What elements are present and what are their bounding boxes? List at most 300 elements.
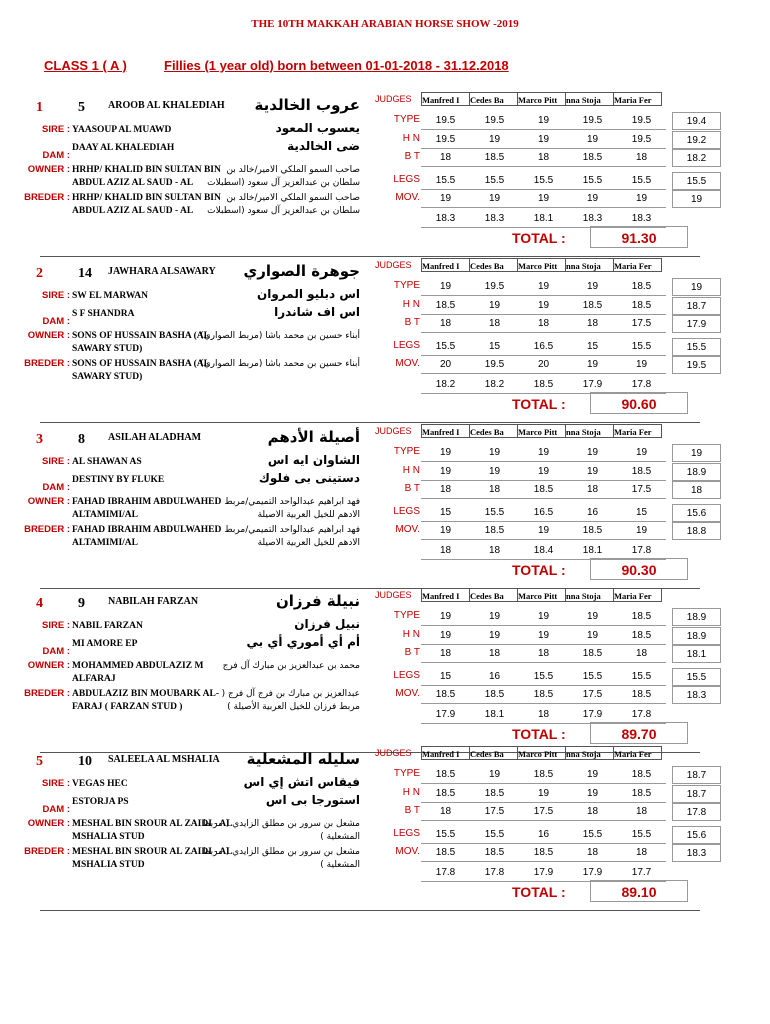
sire-value: AL SHAWAN AS: [72, 457, 142, 467]
score-average: 18.7: [672, 766, 721, 784]
score-cell: 18: [421, 315, 470, 333]
score-cell: 17.5: [617, 481, 666, 499]
dam-label: DAM :: [42, 482, 70, 493]
total-score: 89.10: [590, 880, 688, 902]
dam-value: DAAY AL KHALEDIAH: [72, 143, 175, 153]
score-cell: 19: [568, 608, 617, 626]
score-cell: 18.5: [568, 149, 617, 167]
score-label-mov: MOV.: [395, 192, 420, 203]
score-cell: 15: [617, 504, 666, 522]
score-cell: 16.5: [519, 504, 568, 522]
judge-name: nna Stoja: [565, 258, 614, 272]
score-cell: 15.5: [519, 668, 568, 686]
entry-rank: 1: [36, 100, 43, 115]
sire-label: SIRE :: [42, 778, 70, 789]
score-cell: 18.5: [470, 785, 519, 803]
score-cell: 19: [421, 278, 470, 296]
breeder-value-arabic: أبناء حسين بن محمد باشا (مربط الصواري): [200, 359, 360, 369]
score-cell: 16: [470, 668, 519, 686]
score-average: 19: [672, 278, 721, 296]
score-cell: 15: [421, 668, 470, 686]
score-label-mov: MOV.: [395, 688, 420, 699]
score-cell: 19: [568, 627, 617, 645]
entry-rank: 5: [36, 754, 43, 769]
dam-value-arabic: اس اف شاندرا: [274, 305, 360, 319]
score-cell: 17.8: [421, 864, 470, 882]
score-average: 19: [672, 190, 721, 208]
entry-rank: 4: [36, 596, 43, 611]
score-average: 15.5: [672, 172, 721, 190]
judges-label: JUDGES: [375, 748, 412, 758]
class-label: CLASS 1 ( A ): [44, 58, 127, 73]
score-cell: 19: [568, 190, 617, 208]
sire-value-arabic: اس دبليو المروان: [257, 287, 360, 301]
score-cell: 18.5: [617, 608, 666, 626]
score-cell: 18.5: [470, 522, 519, 540]
score-average: 15.6: [672, 504, 721, 522]
score-cell: 18.2: [421, 376, 470, 394]
score-cell: 18: [421, 542, 470, 560]
score-cell: 18: [470, 542, 519, 560]
score-average: 18.9: [672, 463, 721, 481]
judge-name: Marco Pitt: [517, 92, 566, 106]
score-average: 18: [672, 481, 721, 499]
horse-name: ASILAH ALADHAM: [108, 432, 202, 443]
score-label-type: TYPE: [393, 446, 420, 457]
judge-name: Marco Pitt: [517, 746, 566, 760]
score-cell: 17.9: [568, 376, 617, 394]
score-cell: 15.5: [568, 826, 617, 844]
score-cell: 18: [617, 803, 666, 821]
entry-number: 8: [78, 432, 85, 447]
breeder-value-arabic: صاحب السمو الملكي الامير/خالد بن سلطان بن عبدالعزيز آل سعود (اسطبلات: [207, 193, 360, 216]
score-cell: 18.5: [617, 278, 666, 296]
score-cell: 17.8: [617, 542, 666, 560]
score-cell: 19: [470, 627, 519, 645]
score-cell: 19: [519, 190, 568, 208]
score-label-type: TYPE: [393, 280, 420, 291]
score-cell: 18.5: [519, 481, 568, 499]
score-cell: 18: [568, 481, 617, 499]
score-cell: 17.9: [568, 864, 617, 882]
score-cell: 19: [519, 522, 568, 540]
total-score: 91.30: [590, 226, 688, 248]
dam-label: DAM :: [42, 646, 70, 657]
owner-value: HRHP/ KHALID BIN SULTAN BIN ABDUL AZIZ AL SAUD - AL: [72, 165, 221, 188]
judge-name: Maria Fer: [613, 258, 662, 272]
score-cell: 19: [568, 278, 617, 296]
score-cell: 18: [568, 803, 617, 821]
breeder-value-arabic: عبدالعزيز بن مبارك بن فرج آل فرج ( مربط فرزان للخيل العربية الأصيلة ): [221, 689, 360, 712]
score-cell: 18.3: [470, 210, 519, 228]
breeder-value-arabic: فهد ابراهيم عبدالواحد التميمي/مربط الادهم للخيل العربية الاصيلة: [224, 525, 360, 548]
score-cell: 18.5: [421, 686, 470, 704]
breeder-value: ABDULAZIZ BIN MOUBARK AL-FARAJ ( FARZAN STUD ): [72, 689, 220, 712]
score-cell: 18.5: [617, 297, 666, 315]
score-cell: 19: [470, 444, 519, 462]
horse-name-arabic: جوهرة الصواري: [243, 262, 360, 280]
sire-label: SIRE :: [42, 456, 70, 467]
score-label-type: TYPE: [393, 768, 420, 779]
judges-label: JUDGES: [375, 260, 412, 270]
horse-name: SALEELA AL MSHALIA: [108, 754, 220, 765]
score-label-hn: H N: [402, 299, 420, 310]
score-cell: 18.5: [568, 297, 617, 315]
score-average: 15.6: [672, 826, 721, 844]
judge-name: Cedes Ba: [469, 258, 518, 272]
score-cell: 18: [568, 844, 617, 862]
breeder-label: BREDER :: [24, 358, 70, 369]
score-cell: 17.5: [519, 803, 568, 821]
sire-value: SW EL MARWAN: [72, 291, 149, 301]
score-cell: 19.5: [617, 131, 666, 149]
class-description: Fillies (1 year old) born between 01-01-2018 - 31.12.2018: [164, 58, 509, 73]
score-cell: 18.5: [470, 686, 519, 704]
judge-name: nna Stoja: [565, 588, 614, 602]
score-cell: 15.5: [470, 172, 519, 190]
judge-name: Cedes Ba: [469, 588, 518, 602]
score-cell: 15: [470, 338, 519, 356]
sire-value: NABIL FARZAN: [72, 621, 143, 631]
score-label-hn: H N: [402, 465, 420, 476]
total-score: 90.60: [590, 392, 688, 414]
score-average: 18.7: [672, 785, 721, 803]
score-cell: 19.5: [470, 112, 519, 130]
dam-value: S F SHANDRA: [72, 309, 135, 319]
dam-value-arabic: دستينى بى فلوك: [258, 471, 360, 485]
judges-header: [421, 92, 661, 106]
score-cell: 15: [568, 338, 617, 356]
judge-name: Marco Pitt: [517, 258, 566, 272]
score-cell: 17.5: [617, 315, 666, 333]
entry-number: 9: [78, 596, 85, 611]
score-cell: 19: [421, 608, 470, 626]
score-cell: 17.5: [568, 686, 617, 704]
score-cell: 18.5: [617, 766, 666, 784]
score-cell: 19: [421, 190, 470, 208]
score-cell: 19.5: [421, 131, 470, 149]
score-cell: 19: [421, 444, 470, 462]
score-cell: 19.5: [421, 112, 470, 130]
breeder-value: FAHAD IBRAHIM ABDULWAHED ALTAMIMI/AL: [72, 525, 222, 548]
score-cell: 19: [617, 190, 666, 208]
score-average: 19.5: [672, 356, 721, 374]
dam-value: MI AMORE EP: [72, 639, 138, 649]
score-cell: 19: [421, 522, 470, 540]
score-average: 18.7: [672, 297, 721, 315]
score-label-mov: MOV.: [395, 524, 420, 535]
sire-label: SIRE :: [42, 620, 70, 631]
entry-block: [0, 258, 770, 428]
score-cell: 19.5: [470, 356, 519, 374]
total-label: TOTAL :: [512, 884, 566, 900]
score-cell: 19: [470, 766, 519, 784]
score-label-type: TYPE: [393, 610, 420, 621]
breeder-label: BREDER :: [24, 688, 70, 699]
score-average: 18.9: [672, 608, 721, 626]
score-cell: 19: [519, 463, 568, 481]
score-cell: 18: [519, 645, 568, 663]
score-label-mov: MOV.: [395, 358, 420, 369]
score-cell: 19: [519, 278, 568, 296]
score-label-hn: H N: [402, 787, 420, 798]
breeder-label: BREDER :: [24, 192, 70, 203]
score-cell: 17.8: [617, 376, 666, 394]
score-cell: 18.5: [421, 297, 470, 315]
score-cell: 19: [568, 356, 617, 374]
score-cell: 15.5: [470, 504, 519, 522]
score-cell: 18.5: [568, 522, 617, 540]
score-cell: 17.8: [470, 864, 519, 882]
score-cell: 18.5: [421, 844, 470, 862]
score-cell: 20: [421, 356, 470, 374]
judge-name: Maria Fer: [613, 588, 662, 602]
score-cell: 18.5: [617, 785, 666, 803]
score-cell: 19: [421, 627, 470, 645]
score-cell: 18: [617, 149, 666, 167]
score-label-hn: H N: [402, 629, 420, 640]
score-cell: 19: [470, 190, 519, 208]
score-cell: 18: [470, 315, 519, 333]
score-average: 15.5: [672, 338, 721, 356]
score-cell: 18.5: [470, 149, 519, 167]
owner-value-arabic: مشعل بن سرور بن مطلق الزايدي ( مربط المشعلية ): [202, 819, 360, 842]
judge-name: Maria Fer: [613, 92, 662, 106]
score-cell: 19: [470, 463, 519, 481]
owner-value-arabic: فهد ابراهيم عبدالواحد التميمي/مربط الادهم للخيل العربية الاصيلة: [224, 497, 360, 520]
judge-name: Maria Fer: [613, 746, 662, 760]
score-cell: 19: [519, 608, 568, 626]
score-cell: 18.5: [519, 686, 568, 704]
score-cell: 18: [617, 645, 666, 663]
score-label-bt: B T: [404, 647, 420, 658]
breeder-label: BREDER :: [24, 524, 70, 535]
score-label-legs: LEGS: [393, 506, 420, 517]
score-cell: 19: [519, 627, 568, 645]
score-cell: 15.5: [421, 826, 470, 844]
score-average: 17.8: [672, 803, 721, 821]
breeder-value-arabic: مشعل بن سرور بن مطلق الزايدي ( مربط المشعلية ): [202, 847, 360, 870]
score-cell: 19: [617, 522, 666, 540]
score-cell: 15.5: [568, 668, 617, 686]
separator-line: [40, 422, 700, 423]
score-cell: 18.5: [519, 766, 568, 784]
dam-label: DAM :: [42, 316, 70, 327]
dam-value-arabic: استورجا بى اس: [265, 793, 360, 807]
score-average: 18.1: [672, 645, 721, 663]
sire-value-arabic: فيقاس اتش إي اس: [243, 775, 360, 789]
score-label-mov: MOV.: [395, 846, 420, 857]
horse-name: NABILAH FARZAN: [108, 596, 199, 607]
score-cell: 18: [519, 706, 568, 724]
score-average: 17.9: [672, 315, 721, 333]
judges-header: [421, 588, 661, 602]
score-cell: 18: [421, 149, 470, 167]
judge-name: Cedes Ba: [469, 746, 518, 760]
sire-value-arabic: نبيل فرزان: [294, 617, 360, 631]
sire-label: SIRE :: [42, 290, 70, 301]
judges-label: JUDGES: [375, 590, 412, 600]
score-average: 18.9: [672, 627, 721, 645]
score-cell: 15.5: [519, 172, 568, 190]
entry-number: 14: [78, 266, 92, 281]
judge-name: nna Stoja: [565, 92, 614, 106]
separator-line: [40, 256, 700, 257]
score-cell: 18: [421, 645, 470, 663]
judges-label: JUDGES: [375, 426, 412, 436]
score-cell: 18.5: [421, 785, 470, 803]
score-cell: 18: [568, 315, 617, 333]
score-cell: 19: [568, 444, 617, 462]
score-cell: 18.1: [568, 542, 617, 560]
judges-header: [421, 746, 661, 760]
score-cell: 17.7: [617, 864, 666, 882]
score-cell: 18.5: [519, 844, 568, 862]
owner-label: OWNER :: [27, 164, 70, 175]
score-average: 18.3: [672, 686, 721, 704]
score-cell: 15: [421, 504, 470, 522]
score-cell: 16: [519, 826, 568, 844]
sire-label: SIRE :: [42, 124, 70, 135]
score-average: 19.2: [672, 131, 721, 149]
score-label-legs: LEGS: [393, 670, 420, 681]
score-cell: 17.8: [617, 706, 666, 724]
score-cell: 18: [470, 645, 519, 663]
judge-name: Manfred I: [421, 746, 470, 760]
total-score: 90.30: [590, 558, 688, 580]
score-cell: 19: [519, 444, 568, 462]
owner-label: OWNER :: [27, 660, 70, 671]
judge-name: Marco Pitt: [517, 588, 566, 602]
judge-name: Manfred I: [421, 588, 470, 602]
score-cell: 19: [519, 297, 568, 315]
judge-name: Manfred I: [421, 424, 470, 438]
score-cell: 16.5: [519, 338, 568, 356]
horse-name-arabic: سليله المشعلية: [246, 750, 360, 768]
judge-name: Manfred I: [421, 258, 470, 272]
judge-name: nna Stoja: [565, 746, 614, 760]
score-cell: 18.5: [568, 645, 617, 663]
entry-block: [0, 92, 770, 262]
score-average: 18.3: [672, 844, 721, 862]
score-cell: 18.5: [519, 376, 568, 394]
horse-name-arabic: عروب الخالدية: [254, 96, 360, 114]
entry-block: [0, 424, 770, 594]
horse-name-arabic: أصيلة الأدهم: [267, 428, 360, 446]
dam-label: DAM :: [42, 150, 70, 161]
score-cell: 18: [421, 803, 470, 821]
horse-name: AROOB AL KHALEDIAH: [108, 100, 225, 111]
score-cell: 20: [519, 356, 568, 374]
judges-header: [421, 258, 661, 272]
score-cell: 18.3: [421, 210, 470, 228]
score-cell: 19: [617, 356, 666, 374]
sire-value: YAASOUP AL MUAWD: [72, 125, 172, 135]
score-average: 19.4: [672, 112, 721, 130]
score-cell: 15.5: [470, 826, 519, 844]
score-label-legs: LEGS: [393, 828, 420, 839]
breeder-label: BREDER :: [24, 846, 70, 857]
score-average: 18.2: [672, 149, 721, 167]
judges-label: JUDGES: [375, 94, 412, 104]
score-label-bt: B T: [404, 483, 420, 494]
owner-value-arabic: صاحب السمو الملكي الامير/خالد بن سلطان بن عبدالعزيز آل سعود (اسطبلات: [207, 165, 360, 188]
owner-label: OWNER :: [27, 330, 70, 341]
score-cell: 18.5: [617, 627, 666, 645]
owner-value: MESHAL BIN SROUR AL ZAIDI - AL MSHALIA STUD: [72, 819, 232, 842]
owner-value: SONS OF HUSSAIN BASHA (AL SAWARY STUD): [72, 331, 210, 354]
entry-number: 10: [78, 754, 92, 769]
entry-rank: 3: [36, 432, 43, 447]
separator-line: [40, 910, 700, 911]
score-label-bt: B T: [404, 317, 420, 328]
score-label-hn: H N: [402, 133, 420, 144]
score-cell: 19: [568, 463, 617, 481]
entry-number: 5: [78, 100, 85, 115]
judge-name: Cedes Ba: [469, 92, 518, 106]
score-cell: 19: [519, 785, 568, 803]
score-label-bt: B T: [404, 151, 420, 162]
score-cell: 19: [470, 131, 519, 149]
total-label: TOTAL :: [512, 230, 566, 246]
score-cell: 15.5: [617, 172, 666, 190]
score-average: 15.5: [672, 668, 721, 686]
judge-name: Cedes Ba: [469, 424, 518, 438]
horse-name-arabic: نبيلة فرزان: [275, 592, 360, 610]
score-cell: 15.5: [421, 338, 470, 356]
score-cell: 19.5: [568, 112, 617, 130]
page-title: THE 10TH MAKKAH ARABIAN HORSE SHOW -2019: [251, 18, 519, 30]
score-cell: 18.5: [470, 844, 519, 862]
dam-label: DAM :: [42, 804, 70, 815]
judge-name: nna Stoja: [565, 424, 614, 438]
owner-value-arabic: محمد بن عبدالعزيز بن مبارك آل فرج: [222, 661, 360, 671]
score-cell: 19: [470, 297, 519, 315]
entry-rank: 2: [36, 266, 43, 281]
score-cell: 19: [568, 785, 617, 803]
sire-value-arabic: الشاوان ايه اس: [267, 453, 360, 467]
judges-header: [421, 424, 661, 438]
score-cell: 19: [470, 608, 519, 626]
score-label-legs: LEGS: [393, 174, 420, 185]
score-cell: 19.5: [470, 278, 519, 296]
score-cell: 15.5: [617, 338, 666, 356]
owner-label: OWNER :: [27, 818, 70, 829]
owner-value-arabic: أبناء حسين بن محمد باشا (مربط الصواري): [200, 331, 360, 341]
entry-block: [0, 746, 770, 916]
entry-block: [0, 588, 770, 758]
judge-name: Manfred I: [421, 92, 470, 106]
score-cell: 18: [519, 149, 568, 167]
score-cell: 17.9: [421, 706, 470, 724]
score-label-legs: LEGS: [393, 340, 420, 351]
total-label: TOTAL :: [512, 562, 566, 578]
breeder-value: MESHAL BIN SROUR AL ZAIDI - AL MSHALIA STUD: [72, 847, 232, 870]
total-score: 89.70: [590, 722, 688, 744]
score-cell: 18.5: [617, 686, 666, 704]
total-label: TOTAL :: [512, 726, 566, 742]
score-cell: 19.5: [617, 112, 666, 130]
dam-value-arabic: ضى الخالدية: [287, 139, 360, 153]
score-cell: 15.5: [421, 172, 470, 190]
score-cell: 18.4: [519, 542, 568, 560]
sire-value-arabic: يعسوب المعود: [275, 121, 360, 135]
score-cell: 18: [519, 315, 568, 333]
owner-label: OWNER :: [27, 496, 70, 507]
breeder-value: HRHP/ KHALID BIN SULTAN BIN ABDUL AZIZ AL SAUD - AL: [72, 193, 221, 216]
score-cell: 18: [470, 481, 519, 499]
dam-value: ESTORJA PS: [72, 797, 129, 807]
